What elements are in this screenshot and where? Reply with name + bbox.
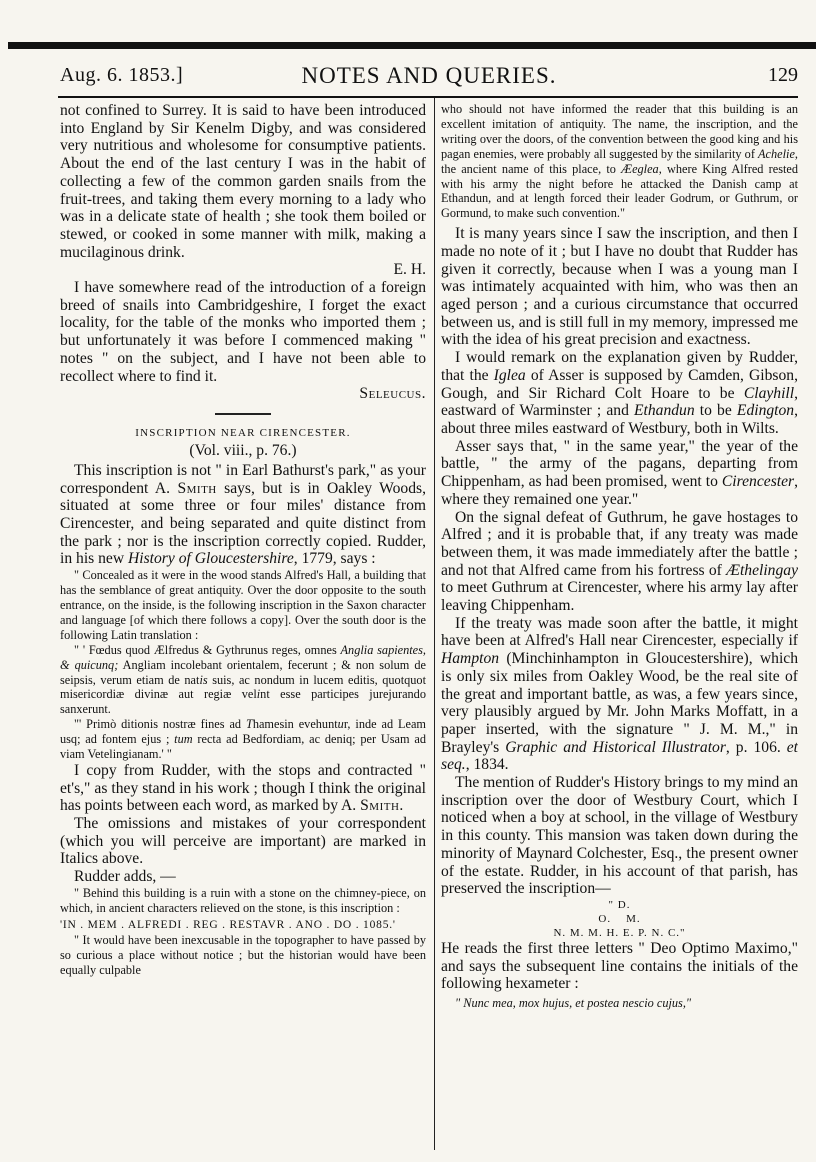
- column-divider: [434, 98, 435, 1150]
- page-header: [60, 56, 798, 90]
- signature-seleucus: Seleucus.: [359, 385, 426, 403]
- issue-date: Aug. 6. 1853.]: [60, 64, 184, 86]
- topographer-quote: " It would have been inexcusable in the topographer to have passed by so curious a place without notice ; but the historian would have been equally culpable: [60, 932, 426, 977]
- section-reference: (Vol. viii., p. 76.): [189, 441, 297, 459]
- header-rule: [58, 96, 798, 98]
- section-heading: INSCRIPTION NEAR CIRENCESTER.: [135, 426, 351, 439]
- page-number: 129: [768, 64, 798, 86]
- guthrum-paragraph: On the signal defeat of Guthrum, he gave hostages to Alfred ; and it is probable that, if any treaty was made between them, it was made immediately after the battle ; and not that Alfred came from his fortress of Æthelingay to meet Guthrum at Cirencester, where his army lay after leaving Chippenham.: [441, 508, 798, 615]
- latin-boundaries-quote: "' Primò ditionis nostræ fines ad Thamesin evehuntur, inde ad Leam usq; ad fontem ejus ; tum recta ad Bedfordiam, ac deniq; per Usam ad viam Vetelingianam.' ": [60, 717, 426, 762]
- explanation-paragraph: I would remark on the explanation given by Rudder, that the Iglea of Asser is supposed by Camden, Gibson, Gough, and Sir Richard Colt Hoare to be Clayhill, eastward of Warminster ; and Ethandun to be Edington, about three miles eastward of Westbury, both in Wilts.: [441, 349, 798, 437]
- hexameter-quote: " Nunc mea, mox hujus, et postea nescio cujus,": [455, 996, 692, 1011]
- right-column: [441, 102, 798, 1011]
- foreign-snails-paragraph: I have somewhere read of the introduction of a foreign breed of snails into Cambridgeshire, I forget the exact locality, for the table of the monks who imported them ; but unfortunately it was before I commenced making " notes " on the subject, and I have not been able to recollect where to find it.: [60, 279, 426, 385]
- rudder-adds: Rudder adds, —: [74, 868, 176, 886]
- westbury-inscription-line-1: " D.: [608, 898, 631, 911]
- journal-title: NOTES AND QUERIES.: [301, 63, 557, 88]
- ruin-quote: " Behind this building is a ruin with a stone on the chimney-piece, on which, in ancient characters relieved on the stone, is this inscription :: [60, 885, 426, 915]
- asser-paragraph: Asser says that, " in the same year," the year of the battle, " the army of the pagans, departing from Chippenham, as had been promised, went to Cirencester, where they remained one year.": [441, 437, 798, 508]
- top-rule: [8, 42, 816, 49]
- signature-eh: E. H.: [393, 261, 426, 279]
- rudder-quote: " Concealed as it were in the wood stands Alfred's Hall, a building that has the semblance of great antiquity. Over the door opposite to the south entrance, on the inside, is the following inscription in the Saxon character and language [of which there follows a copy]. Over the south door is the following Latin translation :: [60, 568, 426, 642]
- westbury-inscription-line-2: O. M.: [598, 912, 641, 925]
- left-column: [60, 102, 426, 977]
- inscription-paragraph: This inscription is not " in Earl Bathurst's park," as your correspondent A. Smith says, but is in Oakley Woods, situated at some three or four miles' distance from Cirencester, and being separated and quite distinct from the park ; nor is the inscription correctly copied. Rudder, in his new History of Gloucestershire, 1779, says :: [60, 461, 426, 568]
- snail-paragraph: not confined to Surrey. It is said to have been introduced into England by Sir Kenelm Digby, and was considered very nutritious and wholesome for consumptive patients. About the end of the last century I was in the habit of collecting a few of the common garden snails from the fruit-trees, and taking them every morning to a lady who was in a delicate state of health ; she took them boiled or stewed, or cooked in some manner with milk, making a mucilaginous drink.: [60, 102, 426, 261]
- topographer-quote-continued: who should not have informed the reader that this building is an excellent imitation of antiquity. The name, the inscription, and the writing over the doors, of the convention between the good king and his pagan enemies, were probably all suggested by the similarity of Achelie, the ancient name of this place, to Æeglea, where King Alfred rested with his army the night before he attacked the Danish camp at Ethandun, and at length forced their leader Godrum, or Guthrum, or Gormund, to make such convention.": [441, 102, 798, 221]
- latin-treaty-quote: " ' Fœdus quod Ælfredus & Gythrunus reges, omnes Anglia sapientes, & quicunq; Angliam incolebant orientalem, fecerunt ; & non solum de seipsis, verum etiam de natis suis, ac nondum in lucem editis, quotquot misericordiæ divinæ aut regiæ velint esse participes jurejurando sanxerunt.: [60, 642, 426, 717]
- section-divider: [215, 413, 271, 415]
- alfred-inscription: 'IN . MEM . ALFREDI . REG . RESTAVR . ANO . DO . 1085.': [60, 918, 396, 931]
- westbury-inscription-line-3: N. M. M. H. E. P. N. C.": [553, 926, 686, 939]
- memory-paragraph: It is many years since I saw the inscription, and then I made no note of it ; but I have no doubt that Rudder has given it correctly, because when I was a young man I was intimately acquainted with him, who was then an aged person ; and a curious circumstance that occurred between us, and is still full in my memory, impressed me with the idea of his great precision and exactness.: [441, 225, 798, 349]
- omissions-paragraph: The omissions and mistakes of your correspondent (which you will perceive are important) are marked in Italics above.: [60, 815, 426, 868]
- reading-paragraph: He reads the first three letters " Deo Optimo Maximo," and says the subsequent line contains the initials of the following hexameter :: [441, 939, 798, 993]
- westbury-paragraph: The mention of Rudder's History brings to my mind an inscription over the door of Westbury Court, which I noticed when a boy at school, in the village of Westbury in this county. This mansion was taken down during the minority of Maynard Colchester, Esq., the present owner of the estate. Rudder, in his account of that parish, has preserved the inscription—: [441, 774, 798, 898]
- treaty-paragraph: If the treaty was made soon after the battle, it might have been at Alfred's Hall near Cirencester, especially if Hampton (Minchinhampton in Gloucestershire), which is only six miles from Oakley Wood, be the real site of the great and important battle, as was, a few years since, very plausibly argued by Mr. John Marks Moffatt, in a paper inserted, with the signature " J. M. M.," in Brayley's Graphic and Historical Illustrator, p. 106. et seq., 1834.: [441, 614, 798, 774]
- copy-paragraph: I copy from Rudder, with the stops and contracted " et's," as they stand in his work ; though I think the original has points between each word, as marked by A. Smith.: [60, 761, 426, 815]
